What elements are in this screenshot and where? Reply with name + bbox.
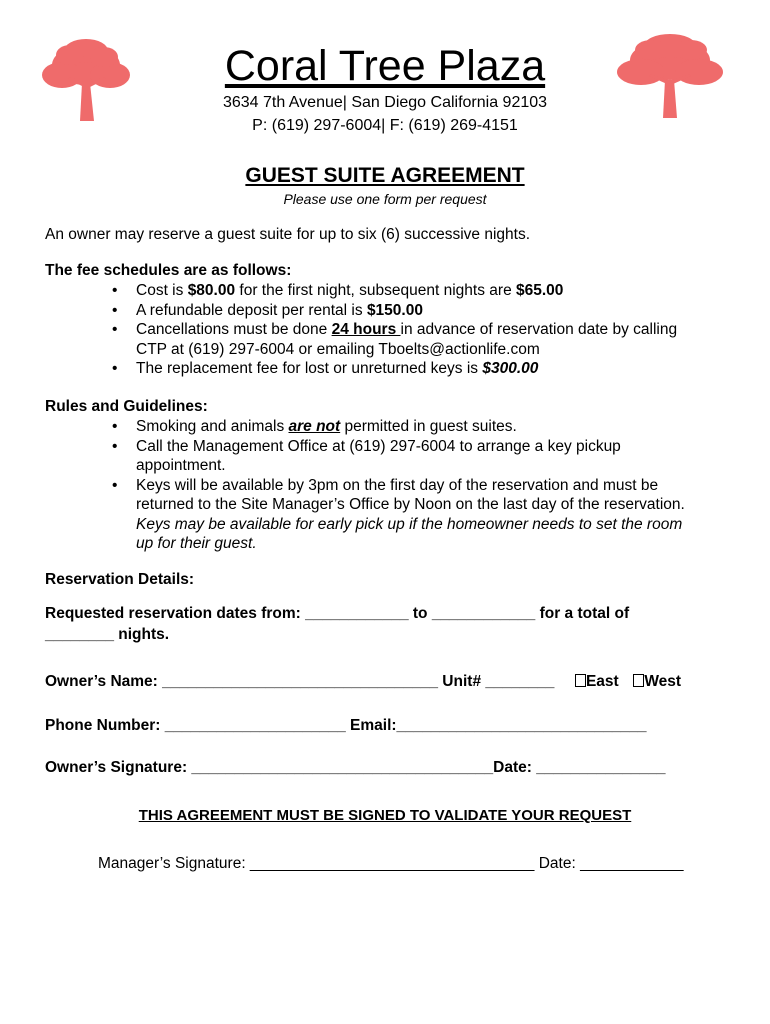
address: 3634 7th Avenue| San Diego California 92103 bbox=[222, 94, 548, 111]
dates-field[interactable]: Requested reservation dates from: ____________ to ____________ for a total of bbox=[45, 605, 630, 622]
list-item: • The replacement fee for lost or unreturned keys is $300.00 bbox=[110, 359, 677, 379]
fees-list bbox=[110, 281, 677, 379]
list-item: • Call the Management Office at (619) 297-6004 to arrange a key pickup appointment. bbox=[110, 437, 685, 476]
east-checkbox[interactable] bbox=[575, 674, 586, 687]
list-item: • Smoking and animals are not permitted in guest suites. bbox=[110, 417, 685, 437]
validation-notice: THIS AGREEMENT MUST BE SIGNED TO VALIDATE YOUR REQUEST bbox=[138, 807, 632, 824]
phone-email-field[interactable]: Phone Number: _____________________ Email:_____________________________ bbox=[45, 717, 647, 734]
manager-signature-field[interactable]: Manager’s Signature: _________________________________ Date: ____________ bbox=[98, 855, 684, 872]
phone-fax: P: (619) 297-6004| F: (619) 269-4151 bbox=[252, 117, 518, 134]
list-item: • Cancellations must be done 24 hours in advance of reservation date by calling CTP at (619) 297-6004 or emailing Tboelts@actionlife.com bbox=[110, 320, 677, 359]
owner-signature-field[interactable]: Owner’s Signature: ___________________________________Date: _______________ bbox=[45, 759, 666, 776]
fees-label: The fee schedules are as follows: bbox=[45, 262, 292, 279]
reservation-details-label: Reservation Details: bbox=[45, 571, 195, 588]
list-item: • Cost is $80.00 for the first night, subsequent nights are $65.00 bbox=[110, 281, 677, 301]
west-checkbox[interactable] bbox=[633, 674, 644, 687]
rules-label: Rules and Guidelines: bbox=[45, 398, 208, 415]
agreement-subheading: Please use one form per request bbox=[283, 191, 487, 207]
intro-text: An owner may reserve a guest suite for up to six (6) successive nights. bbox=[45, 226, 531, 243]
list-item: • Keys will be available by 3pm on the first day of the reservation and must be returned to the Site Manager’s Office by Noon on the last day of the reservation. Keys may be available for early pick up if the homeowner needs to set the room up for their guest. bbox=[110, 476, 685, 554]
page-title: Coral Tree Plaza bbox=[224, 42, 546, 90]
rules-list bbox=[110, 417, 685, 554]
nights-field[interactable]: ________ nights. bbox=[45, 626, 170, 643]
list-item: • A refundable deposit per rental is $150.00 bbox=[110, 301, 677, 321]
owner-name-field[interactable]: Owner’s Name: ________________________________ Unit# ________ East West bbox=[45, 673, 682, 690]
agreement-heading: GUEST SUITE AGREEMENT bbox=[245, 164, 525, 187]
